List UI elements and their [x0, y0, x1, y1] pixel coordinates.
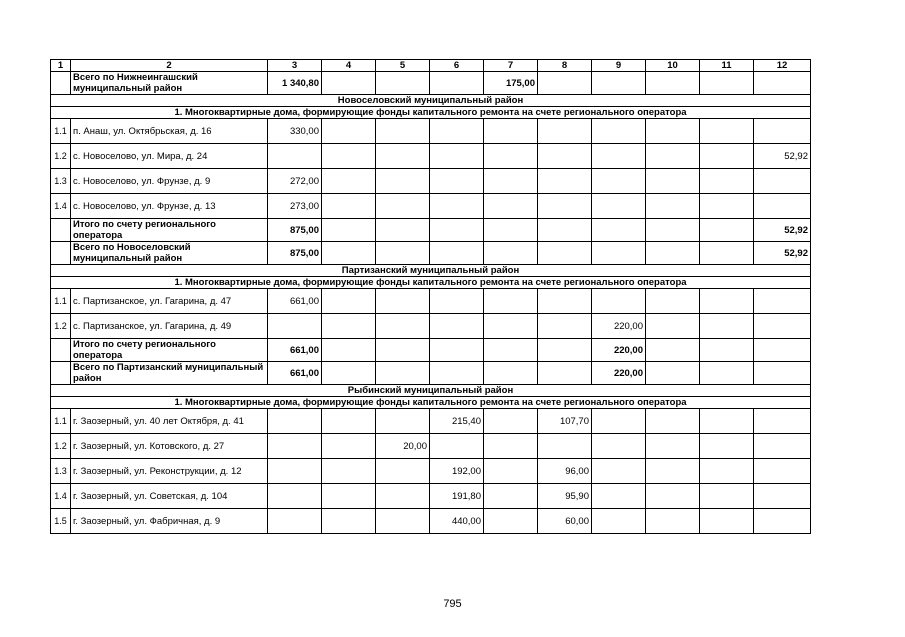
empty-cell	[376, 219, 430, 242]
empty-cell	[754, 434, 811, 459]
empty-cell	[322, 314, 376, 339]
value-cell: 220,00	[592, 362, 646, 385]
empty-cell	[754, 314, 811, 339]
value-cell: 440,00	[430, 509, 484, 534]
empty-cell	[376, 289, 430, 314]
empty-cell	[754, 72, 811, 95]
empty-cell	[376, 119, 430, 144]
empty-cell	[376, 409, 430, 434]
empty-cell	[754, 339, 811, 362]
empty-cell	[322, 119, 376, 144]
empty-cell	[592, 409, 646, 434]
empty-cell	[646, 169, 700, 194]
empty-cell	[646, 72, 700, 95]
empty-cell	[700, 169, 754, 194]
empty-cell	[646, 362, 700, 385]
table-row	[51, 289, 811, 314]
row-number: 1.5	[51, 509, 71, 534]
empty-cell	[322, 509, 376, 534]
budget-table	[50, 59, 811, 534]
section-title-row	[51, 107, 811, 119]
empty-cell	[484, 434, 538, 459]
col-header: 6	[430, 60, 484, 72]
row-number: 1.1	[51, 119, 71, 144]
subtotal-label: Итого по счету регионального оператора	[71, 339, 268, 362]
empty-cell	[592, 72, 646, 95]
empty-cell	[592, 194, 646, 219]
col-header: 12	[754, 60, 811, 72]
section-title: 1. Многоквартирные дома, формирующие фонды капитального ремонта на счете регионального оператора	[51, 277, 811, 289]
empty-cell	[484, 144, 538, 169]
empty-cell	[376, 362, 430, 385]
empty-cell	[51, 339, 71, 362]
empty-cell	[376, 144, 430, 169]
empty-cell	[322, 362, 376, 385]
empty-cell	[376, 242, 430, 265]
empty-cell	[484, 219, 538, 242]
empty-cell	[700, 362, 754, 385]
address-cell: с. Новоселово, ул. Фрунзе, д. 9	[71, 169, 268, 194]
col-header: 9	[592, 60, 646, 72]
empty-cell	[646, 509, 700, 534]
address-cell: г. Заозерный, ул. Фабричная, д. 9	[71, 509, 268, 534]
empty-cell	[484, 289, 538, 314]
empty-cell	[484, 459, 538, 484]
empty-cell	[322, 194, 376, 219]
empty-cell	[538, 144, 592, 169]
value-cell: 52,92	[754, 219, 811, 242]
value-cell: 661,00	[268, 339, 322, 362]
table-row	[51, 314, 811, 339]
address-cell: с. Новоселово, ул. Мира, д. 24	[71, 144, 268, 169]
district-title-row	[51, 95, 811, 107]
empty-cell	[322, 72, 376, 95]
empty-cell	[700, 289, 754, 314]
section-title-row	[51, 397, 811, 409]
subtotal-label: Итого по счету регионального оператора	[71, 219, 268, 242]
empty-cell	[754, 509, 811, 534]
value-cell: 191,80	[430, 484, 484, 509]
empty-cell	[430, 219, 484, 242]
value-cell: 661,00	[268, 289, 322, 314]
row-number: 1.2	[51, 144, 71, 169]
section-title: 1. Многоквартирные дома, формирующие фонды капитального ремонта на счете регионального оператора	[51, 397, 811, 409]
table-row	[51, 409, 811, 434]
empty-cell	[322, 434, 376, 459]
empty-cell	[754, 194, 811, 219]
col-header: 8	[538, 60, 592, 72]
table-row	[51, 194, 811, 219]
empty-cell	[430, 362, 484, 385]
empty-cell	[646, 459, 700, 484]
value-cell: 272,00	[268, 169, 322, 194]
row-number: 1.4	[51, 194, 71, 219]
address-cell: г. Заозерный, ул. 40 лет Октября, д. 41	[71, 409, 268, 434]
empty-cell	[484, 362, 538, 385]
empty-cell	[430, 314, 484, 339]
empty-cell	[646, 219, 700, 242]
empty-cell	[322, 339, 376, 362]
page-number: 795	[443, 598, 462, 610]
empty-cell	[538, 339, 592, 362]
col-header: 4	[322, 60, 376, 72]
value-cell: 875,00	[268, 242, 322, 265]
total-label: Всего по Партизанский муниципальный район	[71, 362, 268, 385]
district-title: Рыбинский муниципальный район	[51, 385, 811, 397]
table-row	[51, 169, 811, 194]
address-cell: г. Заозерный, ул. Советская, д. 104	[71, 484, 268, 509]
empty-cell	[484, 119, 538, 144]
value-cell: 875,00	[268, 219, 322, 242]
value-cell: 96,00	[538, 459, 592, 484]
empty-cell	[538, 169, 592, 194]
empty-cell	[376, 509, 430, 534]
empty-cell	[268, 144, 322, 169]
empty-cell	[592, 289, 646, 314]
col-header: 2	[71, 60, 268, 72]
value-cell: 661,00	[268, 362, 322, 385]
empty-cell	[700, 119, 754, 144]
empty-cell	[484, 409, 538, 434]
total-row	[51, 72, 811, 95]
empty-cell	[538, 194, 592, 219]
col-header: 1	[51, 60, 71, 72]
empty-cell	[322, 409, 376, 434]
col-header: 11	[700, 60, 754, 72]
empty-cell	[322, 242, 376, 265]
address-cell: с. Партизанское, ул. Гагарина, д. 47	[71, 289, 268, 314]
total-row	[51, 242, 811, 265]
empty-cell	[51, 72, 71, 95]
empty-cell	[322, 144, 376, 169]
empty-cell	[592, 219, 646, 242]
empty-cell	[754, 362, 811, 385]
empty-cell	[430, 169, 484, 194]
empty-cell	[51, 242, 71, 265]
empty-cell	[700, 72, 754, 95]
empty-cell	[592, 144, 646, 169]
empty-cell	[700, 194, 754, 219]
col-header: 5	[376, 60, 430, 72]
row-number: 1.1	[51, 289, 71, 314]
row-number: 1.2	[51, 314, 71, 339]
table-row	[51, 509, 811, 534]
empty-cell	[646, 119, 700, 144]
empty-cell	[322, 289, 376, 314]
value-cell: 175,00	[484, 72, 538, 95]
value-cell: 107,70	[538, 409, 592, 434]
district-title: Новоселовский муниципальный район	[51, 95, 811, 107]
empty-cell	[51, 362, 71, 385]
table-row	[51, 119, 811, 144]
empty-cell	[538, 242, 592, 265]
empty-cell	[754, 289, 811, 314]
header-row	[51, 60, 811, 72]
row-number: 1.3	[51, 459, 71, 484]
empty-cell	[430, 72, 484, 95]
value-cell: 60,00	[538, 509, 592, 534]
empty-cell	[484, 314, 538, 339]
empty-cell	[754, 484, 811, 509]
empty-cell	[538, 434, 592, 459]
empty-cell	[484, 484, 538, 509]
table-row	[51, 484, 811, 509]
value-cell: 192,00	[430, 459, 484, 484]
subtotal-row	[51, 339, 811, 362]
table-row	[51, 144, 811, 169]
total-row	[51, 362, 811, 385]
address-cell: с. Новоселово, ул. Фрунзе, д. 13	[71, 194, 268, 219]
empty-cell	[700, 242, 754, 265]
empty-cell	[538, 289, 592, 314]
empty-cell	[754, 409, 811, 434]
empty-cell	[592, 119, 646, 144]
address-cell: г. Заозерный, ул. Реконструкции, д. 12	[71, 459, 268, 484]
value-cell: 220,00	[592, 314, 646, 339]
empty-cell	[538, 72, 592, 95]
empty-cell	[538, 362, 592, 385]
empty-cell	[646, 289, 700, 314]
col-header: 10	[646, 60, 700, 72]
total-label: Всего по Нижнеингашский муниципальный район	[71, 72, 268, 95]
empty-cell	[592, 509, 646, 534]
empty-cell	[322, 169, 376, 194]
empty-cell	[646, 484, 700, 509]
empty-cell	[376, 169, 430, 194]
col-header: 3	[268, 60, 322, 72]
empty-cell	[268, 459, 322, 484]
district-title: Партизанский муниципальный район	[51, 265, 811, 277]
empty-cell	[268, 484, 322, 509]
empty-cell	[430, 119, 484, 144]
table-row	[51, 459, 811, 484]
empty-cell	[700, 409, 754, 434]
empty-cell	[430, 194, 484, 219]
empty-cell	[592, 169, 646, 194]
empty-cell	[484, 242, 538, 265]
empty-cell	[754, 169, 811, 194]
empty-cell	[754, 459, 811, 484]
empty-cell	[322, 219, 376, 242]
empty-cell	[376, 484, 430, 509]
row-number: 1.2	[51, 434, 71, 459]
section-title: 1. Многоквартирные дома, формирующие фонды капитального ремонта на счете регионального оператора	[51, 107, 811, 119]
empty-cell	[700, 339, 754, 362]
empty-cell	[484, 509, 538, 534]
empty-cell	[646, 434, 700, 459]
district-title-row	[51, 385, 811, 397]
row-number: 1.4	[51, 484, 71, 509]
col-header: 7	[484, 60, 538, 72]
empty-cell	[700, 459, 754, 484]
address-cell: г. Заозерный, ул. Котовского, д. 27	[71, 434, 268, 459]
empty-cell	[700, 314, 754, 339]
empty-cell	[430, 242, 484, 265]
empty-cell	[322, 484, 376, 509]
value-cell: 273,00	[268, 194, 322, 219]
empty-cell	[592, 459, 646, 484]
value-cell: 215,40	[430, 409, 484, 434]
empty-cell	[484, 194, 538, 219]
empty-cell	[646, 409, 700, 434]
empty-cell	[322, 459, 376, 484]
empty-cell	[376, 72, 430, 95]
empty-cell	[646, 339, 700, 362]
value-cell: 220,00	[592, 339, 646, 362]
address-cell: п. Анаш, ул. Октябрьская, д. 16	[71, 119, 268, 144]
empty-cell	[430, 339, 484, 362]
table-row	[51, 434, 811, 459]
address-cell: с. Партизанское, ул. Гагарина, д. 49	[71, 314, 268, 339]
empty-cell	[700, 484, 754, 509]
empty-cell	[430, 289, 484, 314]
empty-cell	[376, 314, 430, 339]
empty-cell	[376, 194, 430, 219]
empty-cell	[484, 339, 538, 362]
empty-cell	[700, 434, 754, 459]
value-cell: 52,92	[754, 144, 811, 169]
empty-cell	[700, 144, 754, 169]
empty-cell	[430, 144, 484, 169]
district-title-row	[51, 265, 811, 277]
row-number: 1.1	[51, 409, 71, 434]
empty-cell	[538, 219, 592, 242]
subtotal-row	[51, 219, 811, 242]
empty-cell	[268, 409, 322, 434]
empty-cell	[268, 509, 322, 534]
section-title-row	[51, 277, 811, 289]
empty-cell	[430, 434, 484, 459]
empty-cell	[700, 509, 754, 534]
empty-cell	[646, 314, 700, 339]
empty-cell	[592, 484, 646, 509]
empty-cell	[538, 119, 592, 144]
empty-cell	[646, 194, 700, 219]
value-cell: 1 340,80	[268, 72, 322, 95]
value-cell: 330,00	[268, 119, 322, 144]
row-number: 1.3	[51, 169, 71, 194]
empty-cell	[754, 119, 811, 144]
empty-cell	[376, 339, 430, 362]
value-cell: 20,00	[376, 434, 430, 459]
empty-cell	[268, 434, 322, 459]
value-cell: 95,90	[538, 484, 592, 509]
empty-cell	[268, 314, 322, 339]
empty-cell	[51, 219, 71, 242]
empty-cell	[700, 219, 754, 242]
empty-cell	[484, 169, 538, 194]
empty-cell	[376, 459, 430, 484]
total-label: Всего по Новоселовский муниципальный район	[71, 242, 268, 265]
empty-cell	[538, 314, 592, 339]
empty-cell	[646, 242, 700, 265]
empty-cell	[646, 144, 700, 169]
value-cell: 52,92	[754, 242, 811, 265]
empty-cell	[592, 242, 646, 265]
empty-cell	[592, 434, 646, 459]
